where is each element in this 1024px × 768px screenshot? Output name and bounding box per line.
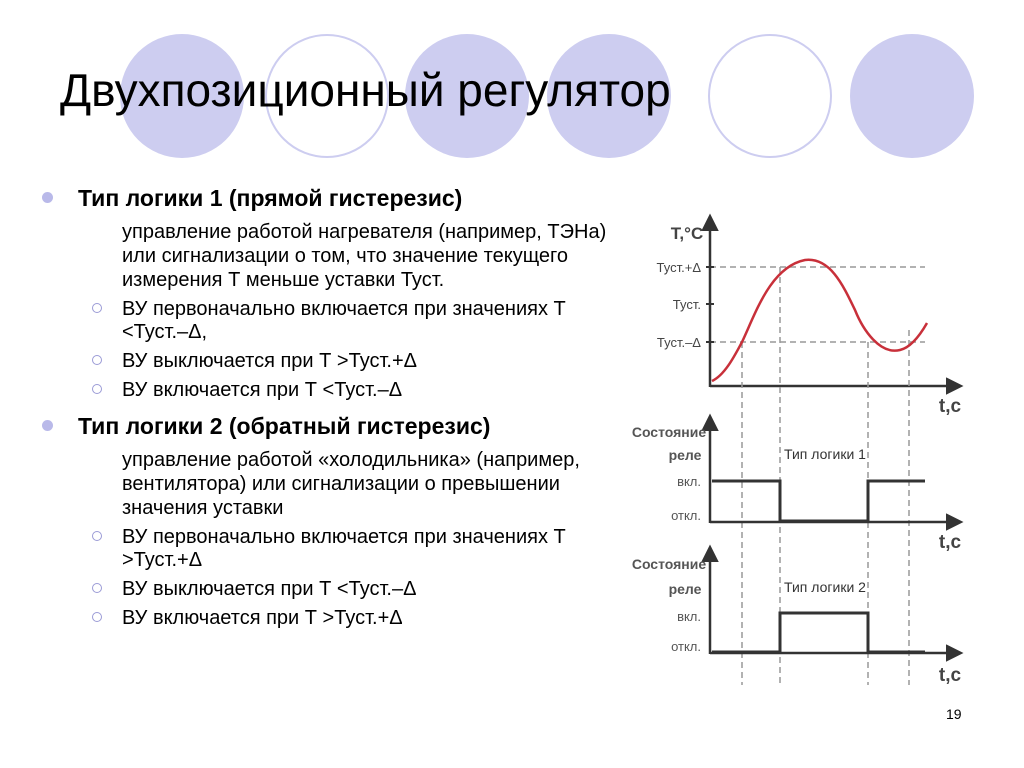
level-mid-label: Туст. (672, 297, 701, 312)
temp-axis-label: Т,°С (670, 224, 704, 243)
list-item-text: ВУ выключается при Т >Туст.+Δ (122, 350, 418, 372)
relay2-axis-label-2: реле (668, 581, 702, 597)
relay1-off-label: откл. (671, 508, 701, 523)
list-item-text: ВУ первоначально включается при значениях Т <Туст.–Δ, (122, 298, 566, 343)
list-item (38, 350, 628, 373)
section-heading-text: Тип логики 2 (обратный гистерезис) (78, 413, 491, 439)
bullet-ring-icon (92, 303, 102, 313)
level-high-label: Туст.+Δ (656, 260, 701, 275)
relay1-axis-label-1: Состояние (631, 424, 707, 440)
list-item (38, 526, 628, 572)
list-item-text: ВУ выключается при Т <Туст.–Δ (122, 578, 417, 600)
section-heading-2 (38, 412, 628, 440)
slide-title: Двухпозиционный регулятор (60, 64, 671, 116)
bullet-ring-icon (92, 355, 102, 365)
relay1-signal (712, 481, 925, 521)
decor-circle-6 (850, 34, 974, 158)
section-description-2: управление работой «холодильника» (например, вентилятора) или сигнализации о превышении значения уставки (122, 449, 580, 519)
list-item (38, 578, 628, 601)
relay2-signal (712, 613, 925, 652)
list-item-text: ВУ включается при Т >Туст.+Δ (122, 607, 403, 629)
temperature-curve (712, 260, 927, 381)
list-item (38, 298, 628, 344)
page-number: 19 (946, 706, 962, 722)
bullet-dot-icon (42, 192, 53, 203)
relay2-time-label: t,c (938, 665, 962, 686)
bullet-ring-icon (92, 612, 102, 622)
relay2-on-label: вкл. (677, 609, 701, 624)
relay1-axis-label-2: реле (668, 447, 702, 463)
decor-circle-5 (708, 34, 832, 158)
relay1-time-label: t,c (938, 532, 962, 553)
section-heading-1 (38, 184, 628, 212)
slide-content (38, 180, 628, 630)
hysteresis-diagram (625, 205, 970, 690)
relay2-off-label: откл. (671, 639, 701, 654)
relay2-axis-label-1: Состояние (631, 556, 707, 572)
bullet-ring-icon (92, 384, 102, 394)
list-item-text: ВУ включается при Т <Туст.–Δ (122, 379, 403, 401)
bullet-dot-icon (42, 420, 53, 431)
time-axis-label: t,c (938, 396, 962, 417)
section-description-1: управление работой нагревателя (например, ТЭНа) или сигнализации о том, что значение текущего измерения Т меньше уставки Туст. (122, 221, 607, 291)
list-item (38, 607, 628, 630)
level-low-label: Туст.–Δ (656, 335, 701, 350)
logic2-label: Тип логики 2 (784, 579, 866, 595)
list-item (38, 379, 628, 402)
bullet-ring-icon (92, 531, 102, 541)
logic1-label: Тип логики 1 (784, 446, 866, 462)
bullet-ring-icon (92, 583, 102, 593)
list-item-text: ВУ первоначально включается при значениях Т >Туст.+Δ (122, 526, 566, 571)
relay1-on-label: вкл. (677, 474, 701, 489)
section-heading-text: Тип логики 1 (прямой гистерезис) (78, 185, 463, 211)
